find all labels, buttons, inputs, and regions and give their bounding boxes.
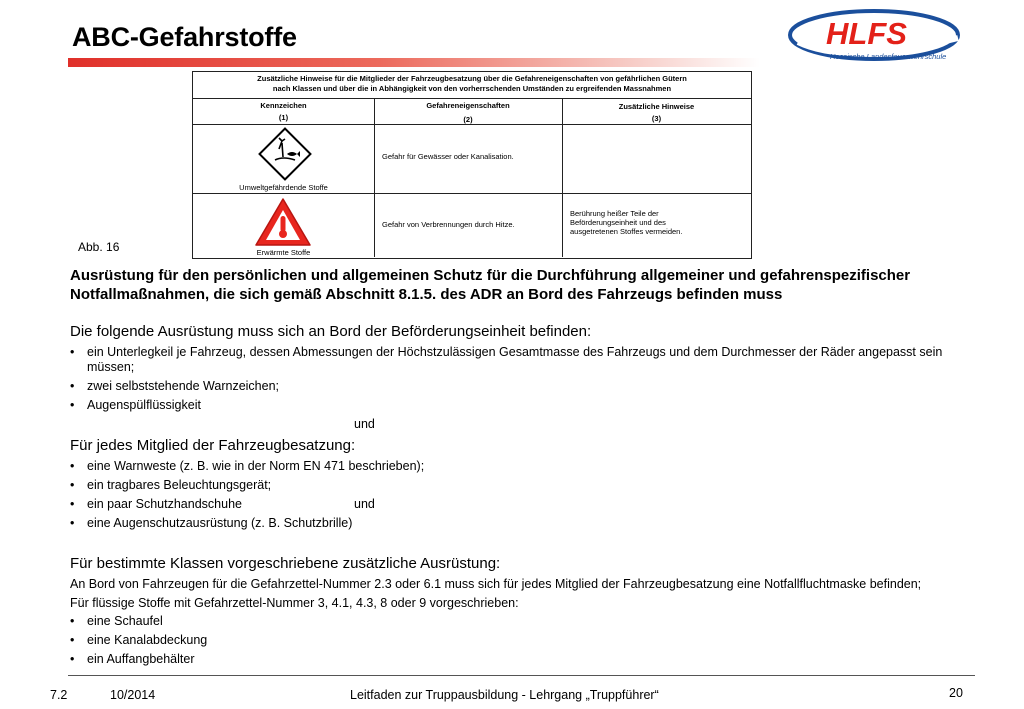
logo-subtitle: Hessische Landesfeuerwehrschule [830, 52, 947, 61]
class-equipment-text: Für flüssige Stoffe mit Gefahrzettel-Nummer 3, 4.1, 4.3, 8 oder 9 vorgeschrieben: [70, 596, 519, 610]
class-equipment-text: An Bord von Fahrzeugen für die Gefahrzettel-Nummer 2.3 oder 6.1 muss sich für jedes Mitglied der Fahrzeugbesatzung eine Notfallfluchtmaske befinden; [70, 577, 922, 591]
und-label: und [354, 497, 375, 511]
class-equipment-heading: Für bestimmte Klassen vorgeschriebene zusätzliche Ausrüstung: [70, 555, 501, 572]
crew-equipment-heading: Für jedes Mitglied der Fahrzeugbesatzung: [70, 437, 356, 454]
list-item: • eine Warnweste (z. B. wie in der Norm EN 471 beschrieben); [70, 459, 424, 474]
footer-date: 10/2014 [110, 688, 156, 702]
table-row-divider [193, 193, 751, 194]
section-heading-line1: Ausrüstung für den persönlichen und allgemeinen Schutz für die Durchführung allgemeiner und gefahrenspezifischer [70, 267, 911, 284]
list-item: • zwei selbststehende Warnzeichen; [70, 379, 279, 394]
page-number: 20 [949, 686, 963, 700]
hlfs-logo [788, 4, 966, 64]
col-header-hinweise: Zusätzliche Hinweise [618, 102, 695, 111]
hot-substance-warning-icon [253, 196, 313, 248]
hazard-table-figure [192, 71, 752, 259]
row1-property: Gefahr für Gewässer oder Kanalisation. [382, 152, 514, 161]
list-item: • ein Unterlegkeil je Fahrzeug, dessen Abmessungen der Höchstzulässigen Gesamtmasse des Fahrzeugs und dem Durchmesser der Räder angepasst sein müssen; [70, 345, 987, 375]
col-number-2: (2) [463, 115, 473, 124]
footer-title: Leitfaden zur Truppausbildung - Lehrgang „Truppführer“ [350, 688, 659, 702]
col-number-3: (3) [651, 114, 662, 123]
col-header-gefahreneigenschaften: Gefahreneigenschaften [426, 101, 510, 110]
row2-property: Gefahr von Verbrennungen durch Hitze. [382, 220, 515, 229]
environment-hazard-icon [257, 127, 313, 181]
list-item: • eine Kanalabdeckung [70, 633, 207, 648]
page-title: ABC-Gefahrstoffe [72, 22, 297, 52]
table-row-divider [193, 124, 751, 125]
footer-chapter: 7.2 [50, 688, 68, 702]
col-header-kennzeichen: Kennzeichen [260, 101, 307, 110]
und-label: und [354, 417, 375, 431]
row2-note: Berührung heißer Teile der Beförderungseinheit und des ausgetretenen Stoffes vermeiden. [570, 209, 683, 236]
footer-divider [68, 675, 975, 676]
list-item: • eine Schaufel [70, 614, 163, 629]
table-caption: Zusätzliche Hinweise für die Mitglieder der Fahrzeugbesatzung über die Gefahreneigenschaften von gefährlichen Gütern nach Klassen und über die in Abhängigkeit von den vorherrschenden Umständen zu ergreifenden Massnahmen [193, 72, 751, 99]
figure-label: Abb. 16 [78, 240, 120, 254]
list-item: • Augenspülflüssigkeit [70, 398, 201, 413]
section-heading-line2: Notfallmaßnahmen, die sich gemäß Abschnitt 8.1.5. des ADR an Bord des Fahrzeugs befinden muss [70, 286, 783, 303]
unit-equipment-heading: Die folgende Ausrüstung muss sich an Bord der Beförderungseinheit befinden: [70, 323, 592, 340]
list-item: • ein tragbares Beleuchtungsgerät; [70, 478, 271, 493]
list-item: • ein paar Schutzhandschuhe [70, 497, 242, 512]
row1-label: Umweltgefährdende Stoffe [239, 183, 328, 192]
list-item: • eine Augenschutzausrüstung (z. B. Schutzbrille) [70, 516, 352, 531]
row2-label: Erwärmte Stoffe [256, 248, 311, 257]
list-item: • ein Auffangbehälter [70, 652, 195, 667]
logo-text: HLFS [826, 16, 907, 51]
col-number-1: (1) [278, 113, 289, 122]
title-underline-bar [68, 58, 760, 67]
